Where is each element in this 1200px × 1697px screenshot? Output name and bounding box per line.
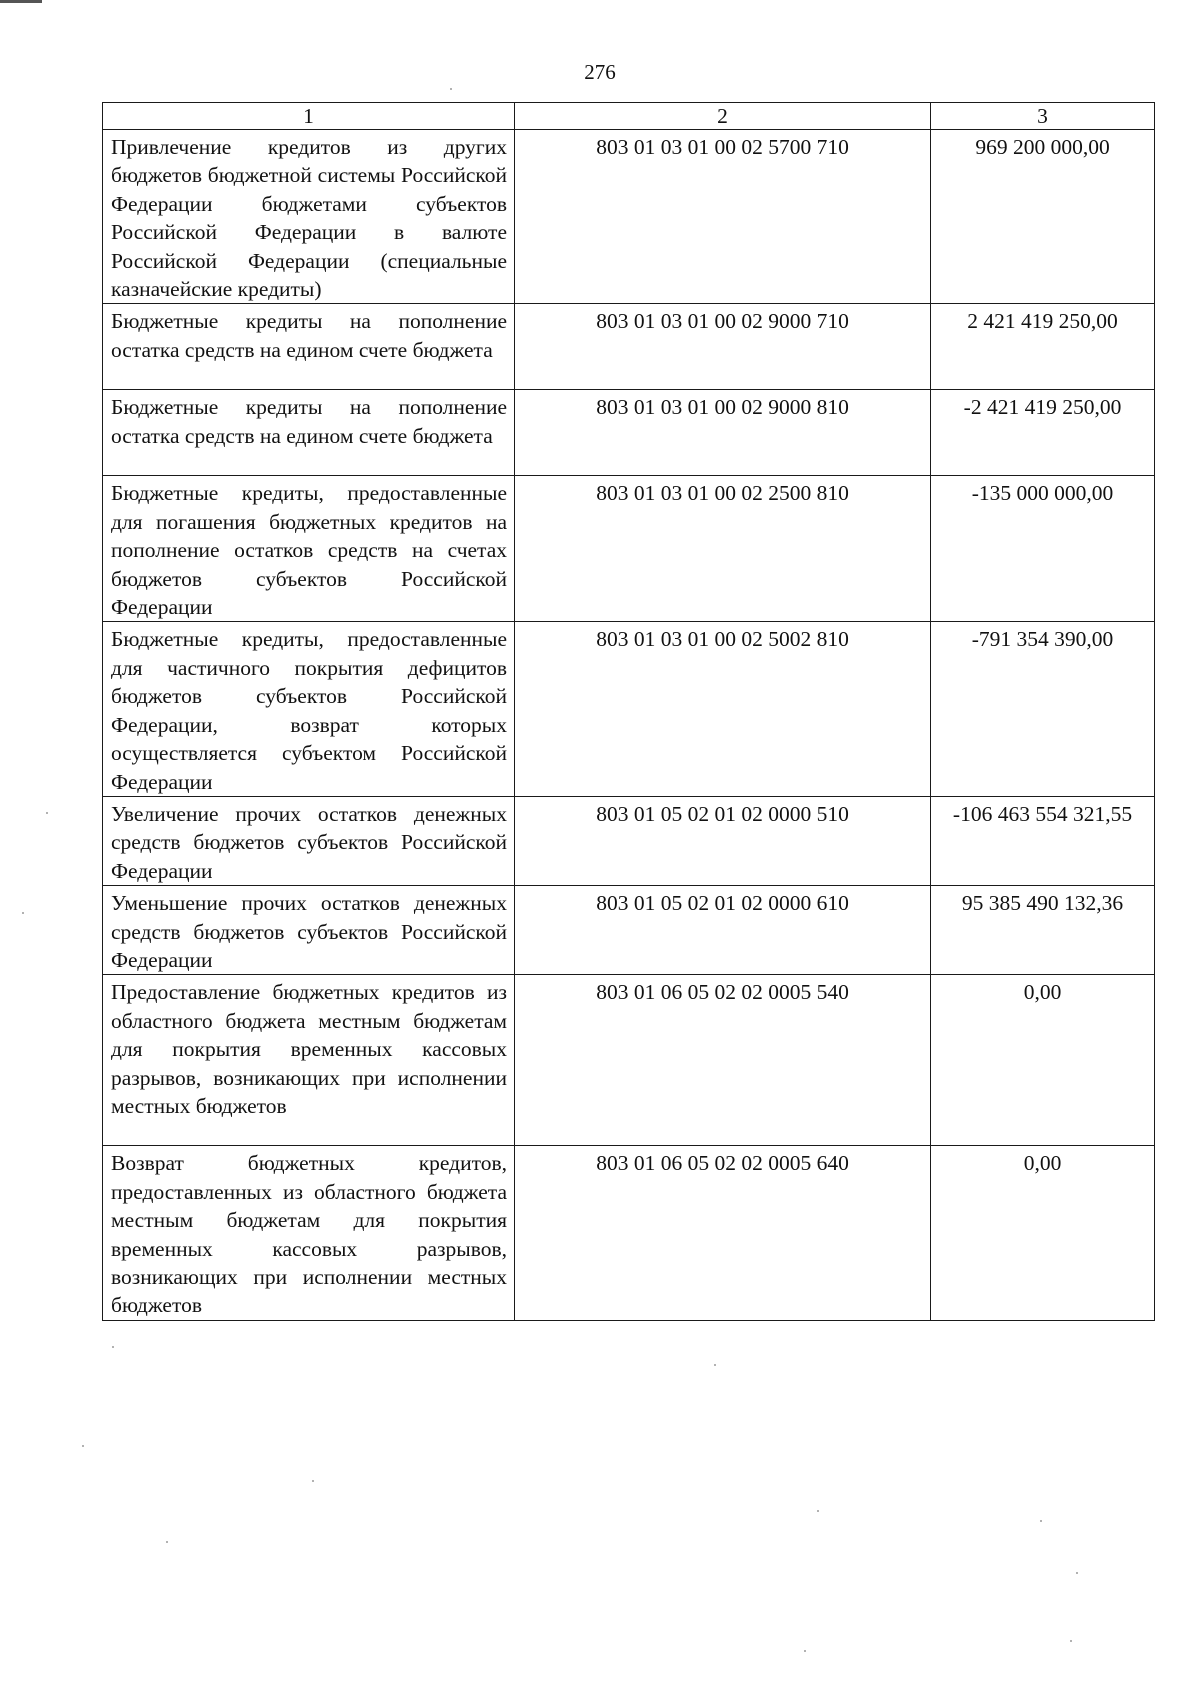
row-code: 803 01 03 01 00 02 2500 810 bbox=[515, 476, 931, 622]
column-header-3: 3 bbox=[931, 103, 1155, 130]
row-code: 803 01 03 01 00 02 9000 710 bbox=[515, 304, 931, 390]
table-row bbox=[103, 476, 1155, 622]
row-amount: 95 385 490 132,36 bbox=[931, 886, 1155, 975]
row-name: Уменьшение прочих остатков денежных средств бюджетов субъектов Российской Федерации bbox=[103, 886, 515, 975]
scan-edge-mark bbox=[0, 0, 42, 3]
table-header-row bbox=[103, 103, 1155, 130]
row-name: Возврат бюджетных кредитов, предоставленных из областного бюджета местным бюджетам для покрытия временных кассовых разрывов, возникающих при исполнении местных бюджетов bbox=[103, 1146, 515, 1320]
table-row bbox=[103, 622, 1155, 796]
row-amount: -135 000 000,00 bbox=[931, 476, 1155, 622]
row-amount: 2 421 419 250,00 bbox=[931, 304, 1155, 390]
row-amount: 969 200 000,00 bbox=[931, 130, 1155, 304]
budget-sources-table bbox=[102, 102, 1155, 1321]
row-name: Увеличение прочих остатков денежных средств бюджетов субъектов Российской Федерации bbox=[103, 796, 515, 885]
column-header-1: 1 bbox=[103, 103, 515, 130]
table-row bbox=[103, 796, 1155, 885]
row-code: 803 01 03 01 00 02 9000 810 bbox=[515, 390, 931, 476]
table-row bbox=[103, 886, 1155, 975]
row-name: Привлечение кредитов из других бюджетов бюджетной системы Российской Федерации бюджетами субъектов Российской Федерации в валюте Российской Федерации (специальные казначейские кредиты) bbox=[103, 130, 515, 304]
row-code: 803 01 03 01 00 02 5002 810 bbox=[515, 622, 931, 796]
row-name: Предоставление бюджетных кредитов из областного бюджета местным бюджетам для покрытия временных кассовых разрывов, возникающих при исполнении местных бюджетов bbox=[103, 975, 515, 1146]
row-amount: 0,00 bbox=[931, 975, 1155, 1146]
table-row bbox=[103, 304, 1155, 390]
row-amount: 0,00 bbox=[931, 1146, 1155, 1320]
row-code: 803 01 06 05 02 02 0005 540 bbox=[515, 975, 931, 1146]
table-row bbox=[103, 975, 1155, 1146]
table-row bbox=[103, 130, 1155, 304]
row-name: Бюджетные кредиты, предоставленные для погашения бюджетных кредитов на пополнение остатков средств на счетах бюджетов субъектов Российской Федерации bbox=[103, 476, 515, 622]
row-amount: -2 421 419 250,00 bbox=[931, 390, 1155, 476]
row-name: Бюджетные кредиты на пополнение остатка средств на едином счете бюджета bbox=[103, 304, 515, 390]
row-code: 803 01 05 02 01 02 0000 610 bbox=[515, 886, 931, 975]
row-amount: -106 463 554 321,55 bbox=[931, 796, 1155, 885]
page-number: 276 bbox=[584, 60, 616, 84]
table-row bbox=[103, 390, 1155, 476]
table-row bbox=[103, 1146, 1155, 1320]
row-code: 803 01 03 01 00 02 5700 710 bbox=[515, 130, 931, 304]
column-header-2: 2 bbox=[515, 103, 931, 130]
row-name: Бюджетные кредиты, предоставленные для частичного покрытия дефицитов бюджетов субъектов Российской Федерации, возврат которых осуществляется субъектом Российской Федерации bbox=[103, 622, 515, 796]
row-code: 803 01 05 02 01 02 0000 510 bbox=[515, 796, 931, 885]
row-name: Бюджетные кредиты на пополнение остатка средств на едином счете бюджета bbox=[103, 390, 515, 476]
row-code: 803 01 06 05 02 02 0005 640 bbox=[515, 1146, 931, 1320]
row-amount: -791 354 390,00 bbox=[931, 622, 1155, 796]
